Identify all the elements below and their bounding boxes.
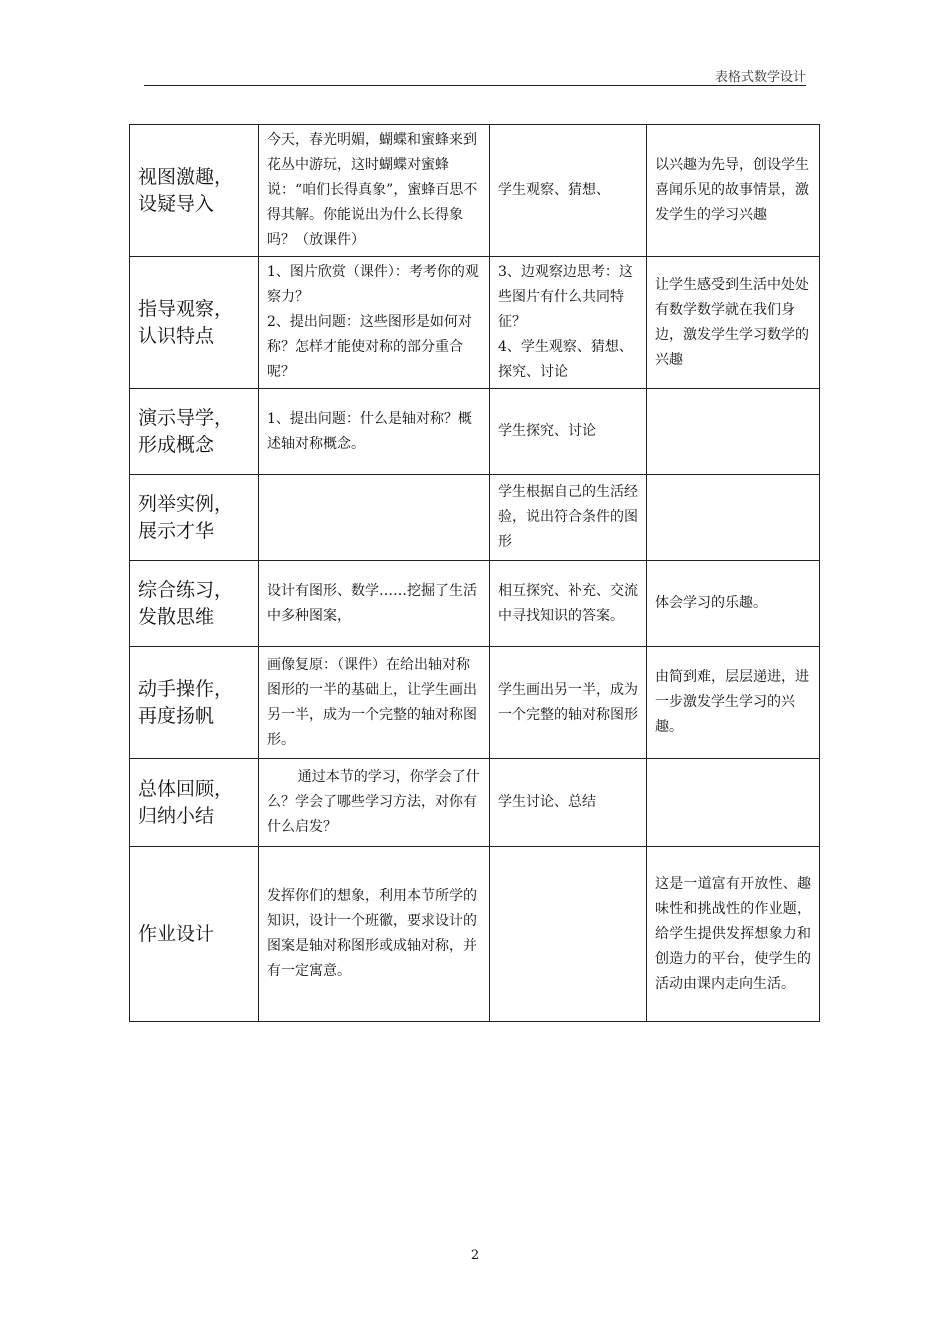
header-divider: [144, 85, 806, 86]
stage-cell: 动手操作，再度扬帆: [130, 647, 259, 759]
table-row: [130, 257, 820, 389]
design-intent-cell: [647, 759, 820, 847]
teacher-activity-cell: 设计有图形、数学……挖掘了生活中多种图案，: [259, 561, 490, 647]
teacher-activity-cell: 通过本节的学习，你学会了什么？学会了哪些学习方法，对你有什么启发？: [259, 759, 490, 847]
student-activity-cell: 学生观察、猜想、: [490, 125, 647, 257]
stage-cell: 列举实例，展示才华: [130, 475, 259, 561]
lesson-plan-table: [129, 124, 820, 1022]
table-row: [130, 759, 820, 847]
design-intent-cell: 让学生感受到生活中处处有数学数学就在我们身边，激发学生学习数学的兴趣: [647, 257, 820, 389]
table-row: [130, 561, 820, 647]
student-activity-cell: 3、边观察边思考：这些图片有什么共同特征？ 4、学生观察、猜想、探究、讨论: [490, 257, 647, 389]
design-intent-cell: [647, 389, 820, 475]
design-intent-cell: 以兴趣为先导，创设学生喜闻乐见的故事情景，激发学生的学习兴趣: [647, 125, 820, 257]
document-header-title: 表格式数学设计: [714, 70, 806, 85]
teacher-activity-cell: 今天，春光明媚，蝴蝶和蜜蜂来到花丛中游玩，这时蝴蝶对蜜蜂说：“咱们长得真象”，蜜蜂百思不得其解。你能说出为什么长得象吗？（放课件）: [259, 125, 490, 257]
student-activity-cell: 学生画出另一半，成为一个完整的轴对称图形: [490, 647, 647, 759]
table-row: [130, 125, 820, 257]
table-row: [130, 475, 820, 561]
table-row: [130, 847, 820, 1022]
student-activity-cell: 相互探究、补充、交流中寻找知识的答案。: [490, 561, 647, 647]
teacher-activity-cell: 1、图片欣赏（课件）：考考你的观察力？ 2、提出问题：这些图形是如何对称？怎样才能使对称的部分重合呢？: [259, 257, 490, 389]
design-intent-cell: [647, 475, 820, 561]
teacher-activity-cell: 发挥你们的想象，利用本节所学的知识，设计一个班徽，要求设计的图案是轴对称图形或成轴对称，并有一定寓意。: [259, 847, 490, 1022]
stage-cell: 综合练习，发散思维: [130, 561, 259, 647]
table-row: [130, 389, 820, 475]
student-activity-cell: 学生讨论、总结: [490, 759, 647, 847]
design-intent-cell: 由简到难，层层递进，进一步激发学生学习的兴趣。: [647, 647, 820, 759]
stage-cell: 指导观察，认识特点: [130, 257, 259, 389]
teacher-activity-cell: 画像复原：（课件）在给出轴对称图形的一半的基础上，让学生画出另一半，成为一个完整的轴对称图形。: [259, 647, 490, 759]
stage-cell: 视图激趣，设疑导入: [130, 125, 259, 257]
student-activity-cell: 学生根据自己的生活经验，说出符合条件的图形: [490, 475, 647, 561]
design-intent-cell: 体会学习的乐趣。: [647, 561, 820, 647]
student-activity-cell: [490, 847, 647, 1022]
student-activity-cell: 学生探究、讨论: [490, 389, 647, 475]
teacher-activity-cell: [259, 475, 490, 561]
table-row: [130, 647, 820, 759]
stage-cell: 演示导学，形成概念: [130, 389, 259, 475]
design-intent-cell: 这是一道富有开放性、趣味性和挑战性的作业题，给学生提供发挥想象力和创造力的平台，使学生的活动由课内走向生活。: [647, 847, 820, 1022]
stage-cell: 总体回顾，归纳小结: [130, 759, 259, 847]
teacher-activity-cell: 1、提出问题：什么是轴对称？概述轴对称概念。: [259, 389, 490, 475]
page-number: 2: [470, 1248, 480, 1263]
stage-cell: 作业设计: [130, 847, 259, 1022]
